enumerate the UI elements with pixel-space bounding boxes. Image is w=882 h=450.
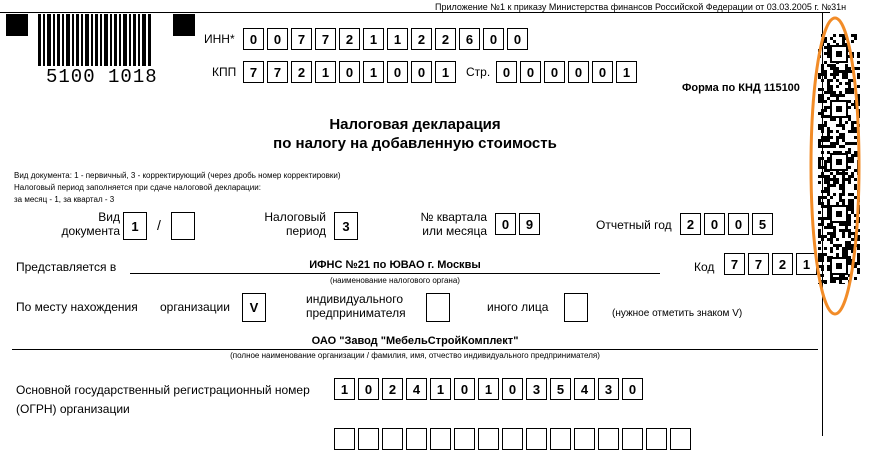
inn-cell: 0 xyxy=(267,28,288,50)
tax-period-label: Налоговый xyxy=(264,210,326,224)
doc-type-value: 1 xyxy=(123,212,147,240)
location-other-label: иного лица xyxy=(487,300,549,314)
annotation-ellipse xyxy=(806,12,864,320)
next-row-cell xyxy=(406,428,427,450)
code-cell: 2 xyxy=(772,253,793,275)
quarter-label: № квартала xyxy=(420,210,487,224)
location-label: По месту нахождения xyxy=(16,300,138,314)
ogrn-cell: 5 xyxy=(550,378,571,400)
kpp-cell: 0 xyxy=(411,61,432,83)
org-name-caption: (полное наименование организации / фамилия, имя, отчество индивидуального предпринимателя) xyxy=(230,351,600,360)
kpp-cell: 0 xyxy=(387,61,408,83)
inn-cell: 0 xyxy=(483,28,504,50)
page-cell: 0 xyxy=(520,61,541,83)
kpp-cell: 7 xyxy=(243,61,264,83)
kpp-cell: 1 xyxy=(435,61,456,83)
tax-period-label: период xyxy=(286,224,326,238)
org-name-rule xyxy=(12,349,818,350)
location-ip-label: предпринимателя xyxy=(306,306,406,320)
year-cell: 0 xyxy=(704,213,725,235)
page-cell: 0 xyxy=(568,61,589,83)
submitted-to-value: ИФНС №21 по ЮВАО г. Москвы xyxy=(309,259,481,271)
corner-marker-left xyxy=(6,14,28,36)
inn-cell: 2 xyxy=(435,28,456,50)
doc-type-label: документа xyxy=(61,224,120,238)
inn-cell: 0 xyxy=(507,28,528,50)
ogrn-cell: 0 xyxy=(454,378,475,400)
quarter-cells xyxy=(495,213,543,235)
note-line: Вид документа: 1 - первичный, 3 - корректирующий (через дробь номер корректировки) xyxy=(14,171,341,180)
barcode-number: 5100 1018 xyxy=(46,66,158,88)
report-year-cells xyxy=(680,213,776,235)
next-row-cell xyxy=(454,428,475,450)
page-cell: 1 xyxy=(616,61,637,83)
next-row-cell xyxy=(478,428,499,450)
next-row-cell xyxy=(526,428,547,450)
ogrn-cell: 3 xyxy=(526,378,547,400)
next-row-cells xyxy=(334,428,694,450)
kpp-label: КПП xyxy=(212,65,237,79)
submitted-to-label: Представляется в xyxy=(16,260,117,274)
title-line1: Налоговая декларация xyxy=(329,116,501,133)
ogrn-cell: 4 xyxy=(574,378,595,400)
inn-cell: 1 xyxy=(387,28,408,50)
next-row-cell xyxy=(574,428,595,450)
submitted-to-rule xyxy=(130,273,660,274)
kpp-cell: 1 xyxy=(363,61,384,83)
code-label: Код xyxy=(694,260,715,274)
ogrn-cell: 2 xyxy=(382,378,403,400)
ogrn-cell: 1 xyxy=(334,378,355,400)
form-code: Форма по КНД 115100 xyxy=(682,82,800,94)
submitted-to-caption: (наименование налогового органа) xyxy=(330,276,460,285)
inn-cells xyxy=(243,28,531,50)
next-row-cell xyxy=(598,428,619,450)
doc-type-label: Вид xyxy=(98,210,120,224)
inn-cell: 2 xyxy=(411,28,432,50)
inn-cell: 7 xyxy=(315,28,336,50)
code-cell: 7 xyxy=(748,253,769,275)
location-note: (нужное отметить знаком V) xyxy=(612,308,743,319)
ogrn-label: (ОГРН) организации xyxy=(16,402,130,416)
tax-period-value: 3 xyxy=(334,212,358,240)
code-cell: 7 xyxy=(724,253,745,275)
annotation-ellipse-shape xyxy=(811,18,859,314)
next-row-cell xyxy=(430,428,451,450)
note-line: Налоговый период заполняется при сдаче налоговой декларации: xyxy=(14,183,261,192)
next-row-cell xyxy=(358,428,379,450)
ogrn-cells xyxy=(334,378,646,400)
next-row-cell xyxy=(502,428,523,450)
kpp-cell: 0 xyxy=(339,61,360,83)
quarter-label: или месяца xyxy=(422,224,487,238)
ogrn-cell: 1 xyxy=(430,378,451,400)
barcode-icon xyxy=(38,14,156,70)
kpp-cells xyxy=(243,61,459,83)
ogrn-cell: 0 xyxy=(358,378,379,400)
inn-label: ИНН* xyxy=(204,32,235,46)
page-cell: 0 xyxy=(496,61,517,83)
code-cell: 1 xyxy=(796,253,817,275)
doc-type-correction xyxy=(171,212,195,240)
inn-cell: 0 xyxy=(243,28,264,50)
kpp-cell: 7 xyxy=(267,61,288,83)
next-row-cell xyxy=(622,428,643,450)
ogrn-cell: 1 xyxy=(478,378,499,400)
doc-type-separator: / xyxy=(157,217,161,233)
kpp-cell: 1 xyxy=(315,61,336,83)
location-ip-label: индивидуального xyxy=(306,292,403,306)
kpp-cell: 2 xyxy=(291,61,312,83)
corner-marker-right xyxy=(173,14,195,36)
page-label: Стр. xyxy=(466,65,491,79)
ogrn-cell: 0 xyxy=(502,378,523,400)
page-cells xyxy=(496,61,640,83)
title-line2: по налогу на добавленную стоимость xyxy=(273,135,557,152)
ogrn-cell: 0 xyxy=(622,378,643,400)
ogrn-label: Основной государственный регистрационный номер xyxy=(16,383,310,397)
next-row-cell xyxy=(670,428,691,450)
year-cell: 2 xyxy=(680,213,701,235)
ogrn-cell: 4 xyxy=(406,378,427,400)
next-row-cell xyxy=(382,428,403,450)
location-org-label: организации xyxy=(160,300,230,314)
ogrn-cell: 3 xyxy=(598,378,619,400)
inn-cell: 2 xyxy=(339,28,360,50)
inn-cell: 6 xyxy=(459,28,480,50)
next-row-cell xyxy=(334,428,355,450)
quarter-cell: 0 xyxy=(495,213,516,235)
inn-cell: 1 xyxy=(363,28,384,50)
header-note: Приложение №1 к приказу Министерства финансов Российской Федерации от 03.03.2005 г. №31н xyxy=(435,2,847,12)
note-line: за месяц - 1, за квартал - 3 xyxy=(14,195,115,204)
next-row-cell xyxy=(646,428,667,450)
inn-cell: 7 xyxy=(291,28,312,50)
year-cell: 0 xyxy=(728,213,749,235)
year-cell: 5 xyxy=(752,213,773,235)
quarter-cell: 9 xyxy=(519,213,540,235)
header-rule xyxy=(0,12,830,13)
location-ip-mark xyxy=(426,293,450,322)
page-cell: 0 xyxy=(544,61,565,83)
location-org-mark: V xyxy=(242,293,266,322)
next-row-cell xyxy=(550,428,571,450)
report-year-label: Отчетный год xyxy=(596,218,672,232)
page-cell: 0 xyxy=(592,61,613,83)
org-name-value: ОАО "Завод "МебельСтройКомплект" xyxy=(311,335,519,347)
location-other-mark xyxy=(564,293,588,322)
